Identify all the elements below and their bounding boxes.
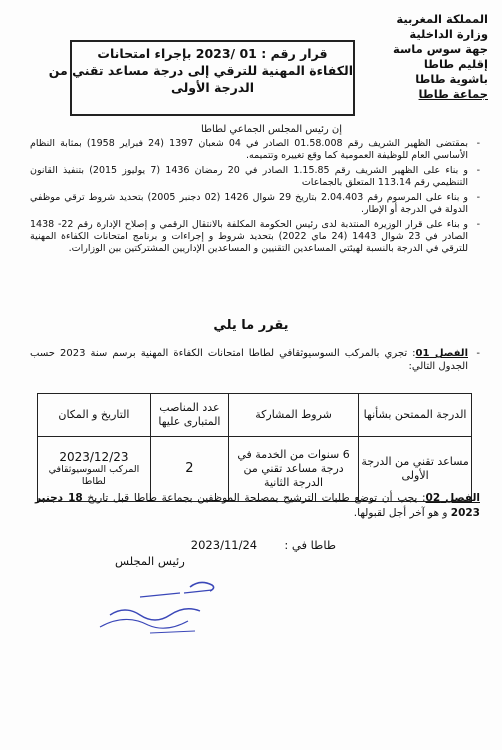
cell-place: المركب السوسيوثقافي لطاطا	[48, 464, 140, 487]
cell-conditions: 6 سنوات من الخدمة في درجة مساعد تقني من الدرجة الثانية	[228, 437, 358, 502]
header-conditions: شروط المشاركة	[228, 394, 358, 437]
cell-grade: مساعد تقني من الدرجة الأولى	[359, 437, 472, 502]
article-2-text-end: و هو آخر أجل لقبولها.	[353, 507, 451, 519]
article-2-text: : يجب أن توضع طلبات الترشيح بمصلحة الموظفين بجماعة طاطا قبل تاريخ	[87, 492, 426, 504]
article-1-text: : تجري بالمركب السوسيوثقافي لطاطا امتحانات الكفاءة المهنية برسم سنة 2023 حسب الجدول التالي:	[30, 348, 468, 372]
kingdom-line: المملكة المغربية	[396, 12, 488, 26]
considerations-list	[30, 138, 480, 258]
intro-line: إن رئيس المجلس الجماعي لطاطا	[200, 124, 342, 135]
exam-table	[37, 393, 472, 502]
decides-heading: يقرر ما يلي	[213, 318, 289, 333]
ministry-line: وزارة الداخلية	[409, 27, 488, 41]
decision-title-line2: الكفاءة المهنية للترقي إلى درجة مساعد تقني من	[48, 63, 353, 78]
province-line: إقليم طاطا	[423, 57, 488, 71]
decision-title-line3: الدرجة الأولى	[170, 80, 255, 95]
issuer-header	[370, 12, 488, 102]
article-2-label: الفصل 02	[425, 492, 480, 504]
header-posts: عدد المناصب المتبارى عليها	[150, 394, 228, 437]
signature-stamp	[80, 575, 230, 645]
article-1: - الفصل 01: تجري بالمركب السوسيوثقافي لطاطا امتحانات الكفاءة المهنية برسم سنة 2023 حسب الجدول التالي:	[30, 348, 480, 372]
table-header-row	[38, 394, 472, 437]
article-2-deadline: 18 دجنبر 2023	[35, 492, 480, 519]
commune-line: جماعة طاطا	[418, 87, 488, 101]
decision-title-line1: قرار رقم : 01 /2023 بإجراء امتحانات	[97, 46, 328, 61]
article-2	[35, 491, 480, 521]
signature-title: رئيس المجلس	[115, 554, 185, 568]
consideration-item: - و بناء على الظهير الشريف رقم 1.15.85 الصادر في 20 رمضان 1436 (7 يوليوز 2015) بتنفيذ القانون التنظيمي رقم 113.14 المتعلق بالجماعات	[30, 165, 480, 189]
signature-place-date	[36, 538, 336, 552]
decision-title-box	[48, 40, 355, 116]
consideration-item: - و بناء على المرسوم رقم 2.04.403 بتاريخ 29 شوال 1426 (02 دجنبر 2005) بتحديد شروط ترقي موظفي الدولة في الدرجة أو الإطار.	[30, 192, 480, 216]
signature-date: 2023/11/24	[190, 538, 258, 552]
signature-place: طاطا في :	[284, 538, 336, 552]
header-grade: الدرجة الممتحن بشأنها	[359, 394, 472, 437]
cell-date: 2023/12/23	[59, 450, 129, 464]
pashalik-line: باشوية طاطا	[415, 72, 488, 86]
article-1-label: الفصل 01	[415, 348, 468, 359]
cell-posts: 2	[150, 437, 228, 502]
consideration-item: - و بناء على قرار الوزيرة المنتدبة لدى رئيس الحكومة المكلفة بالانتقال الرقمي و إصلاح الإدارة رقم 22- 1438 الصادر في 23 شوال 1443 (24 ماي 2022) بتحديد شروط و إجراءات و برنامج امتحانات الكفاءة المهنية للترقي في الدرجة بالنسبة لهيئتي المساعدين التقنيين و المساعدين الإداريين المشتركتين بين الوزارات.	[30, 219, 480, 255]
header-date-place: التاريخ و المكان	[38, 394, 151, 437]
region-line: جهة سوس ماسة	[393, 42, 488, 56]
consideration-item: - بمقتضى الظهير الشريف رقم 01.58.008 الصادر في 04 شعبان 1397 (24 فبراير 1958) بمثابة النظام الأساسي العام للوظيفة العمومية كما وقع تغييره وتتميمه.	[30, 138, 480, 162]
